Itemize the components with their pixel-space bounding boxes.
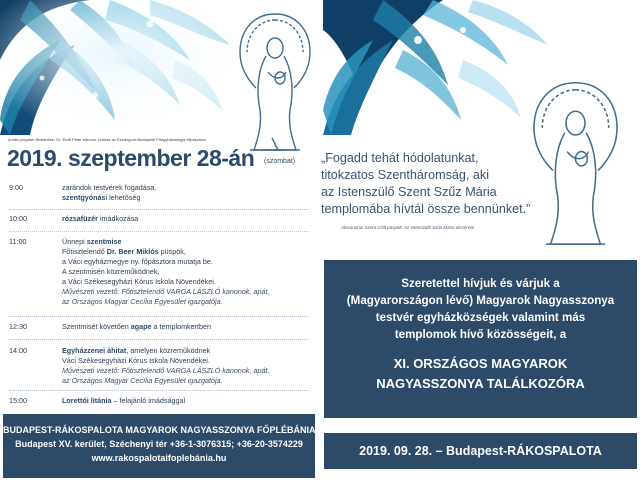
schedule-line xyxy=(62,257,312,267)
schedule-text: Művészeti vezető: Főtisztelendő VARGA LÁSZLÓ kanonok, apát, xyxy=(62,287,270,296)
schedule-separator xyxy=(9,316,309,317)
quote-line: titokzatos Szentháromság, aki xyxy=(321,168,489,182)
schedule-text: az Országos Magyar Cecília Egyesület igazgatója. xyxy=(62,297,223,306)
invite-line: (Magyarországon lévő) Magyarok Nagyasszonya xyxy=(346,294,615,307)
schedule-line xyxy=(62,267,312,277)
schedule-text: szentgyónás xyxy=(62,193,106,202)
schedule-text: püspök, xyxy=(158,247,186,256)
schedule-text: Egyházzenei áhitat xyxy=(62,346,127,355)
schedule-text: imádkozása xyxy=(97,214,139,223)
quote-attribution: Alexandriai Szent Cirill püspök: Az Istenszülő Szűz Mária dicsérete xyxy=(341,225,475,230)
leaf-decoration-icon xyxy=(0,0,235,135)
schedule-time: 9:00 xyxy=(9,183,23,192)
schedule-line xyxy=(62,346,312,356)
schedule-line xyxy=(62,183,312,193)
schedule-text: a Váci Székesegyházi Kórus Iskola Növendékei. xyxy=(62,277,216,286)
parish-name: BUDAPEST-RÁKOSPALOTA MAGYAROK NAGYASSZONYA FŐPLÉBÁNIA xyxy=(3,425,316,435)
schedule-text: , amelyen közreműködnek xyxy=(126,346,211,355)
schedule-text: A szentmisén közreműködnek, xyxy=(62,267,160,276)
schedule-time: 14:00 xyxy=(9,346,27,355)
schedule-description xyxy=(62,322,312,332)
schedule-text: Főtisztelendő xyxy=(62,247,107,256)
schedule-time: 11:00 xyxy=(9,237,27,246)
schedule-text: Ünnepi xyxy=(62,237,87,246)
schedule-text: rózsafüzér xyxy=(62,214,98,223)
schedule-description xyxy=(62,214,312,224)
schedule-line xyxy=(62,376,312,386)
event-weekday: (szombat) xyxy=(264,158,296,165)
schedule-text: Dr. Beer Miklós xyxy=(106,247,159,256)
schedule-separator xyxy=(9,339,309,340)
schedule-line xyxy=(62,237,312,247)
event-title-line: NAGYASSZONYA TALÁLKOZÓRA xyxy=(376,376,585,391)
schedule-line xyxy=(62,193,312,203)
quote-line: az Istenszülő Szent Szűz Mária xyxy=(321,185,497,199)
invite-line: testvér egyházközségek valamint más xyxy=(375,311,586,324)
schedule-line xyxy=(62,277,312,287)
event-date-title: 2019. szeptember 28-án xyxy=(7,145,255,171)
schedule-text: Művészeti vezető: Főtisztelendő VARGA LÁSZLÓ kanonok, apát, xyxy=(62,366,270,375)
schedule-separator xyxy=(9,231,309,232)
parish-website: www.rakospalotaifoplebánia.hu xyxy=(91,453,227,463)
schedule-line xyxy=(62,366,312,376)
schedule-text: Váci Székesegyházi Kórus Iskola Növendékei. xyxy=(62,356,210,365)
parish-footer xyxy=(3,414,315,478)
schedule-text: Lorettói litánia xyxy=(62,396,112,405)
madonna-emblem-icon xyxy=(236,10,314,160)
invitation-box xyxy=(324,260,637,418)
schedule-text: zarándok testvérek fogadása, xyxy=(62,183,157,192)
schedule-text: i lehetőség xyxy=(105,193,141,202)
schedule-description xyxy=(62,237,312,307)
schedule-text: – felajánló imádsággal xyxy=(111,396,186,405)
schedule-text: Szentmisét követően xyxy=(62,322,131,331)
invite-line: Szeretettel hívjuk és várjuk a xyxy=(401,277,560,290)
quote-line: templomába hívtál össze bennünket.” xyxy=(321,202,531,216)
sponsor-line: A lelki program fővédnöke: Dr. Erdő Péter bíboros, prímás az Esztergom-Budapesti Főegyházmegye főpásztora xyxy=(8,137,206,142)
schedule-time: 10:00 xyxy=(9,214,27,223)
quote-line: „Fogadd tehát hódolatunkat, xyxy=(321,151,479,165)
schedule-text: agape xyxy=(130,322,152,331)
invite-line: templomok hívő közösségeit, a xyxy=(394,328,567,341)
schedule-line xyxy=(62,396,312,406)
schedule-time: 12:30 xyxy=(9,322,27,331)
schedule-description xyxy=(62,183,312,203)
schedule-line xyxy=(62,356,312,366)
event-title-line: XI. ORSZÁGOS MAGYAROK xyxy=(393,356,568,371)
event-date-band: 2019. 09. 28. – Budapest-RÁKOSPALOTA xyxy=(324,433,637,469)
program-panel xyxy=(0,0,317,480)
schedule-text: a templomkertben xyxy=(151,322,212,331)
schedule-separator xyxy=(9,209,309,210)
schedule-text: az Országos Magyar Cecília Egyesület igazgatója. xyxy=(62,376,223,385)
parish-address: Budapest XV. kerület, Széchenyi tér +36-1-3076315; +36-20-3574229 xyxy=(15,439,303,449)
schedule-time: 15:00 xyxy=(9,396,27,405)
schedule-line xyxy=(62,214,312,224)
schedule-line xyxy=(62,297,312,307)
schedule-text: a Váci egyházmegye ny. főpásztora mutatja be. xyxy=(62,257,213,266)
schedule-line xyxy=(62,287,312,297)
leaf-decoration-icon xyxy=(323,0,553,135)
schedule-line xyxy=(62,322,312,332)
schedule-text: szentmise xyxy=(86,237,122,246)
schedule-separator xyxy=(9,390,309,391)
schedule-description xyxy=(62,346,312,386)
prayer-quote xyxy=(321,150,561,218)
schedule-line xyxy=(62,247,312,257)
schedule-description xyxy=(62,396,312,406)
